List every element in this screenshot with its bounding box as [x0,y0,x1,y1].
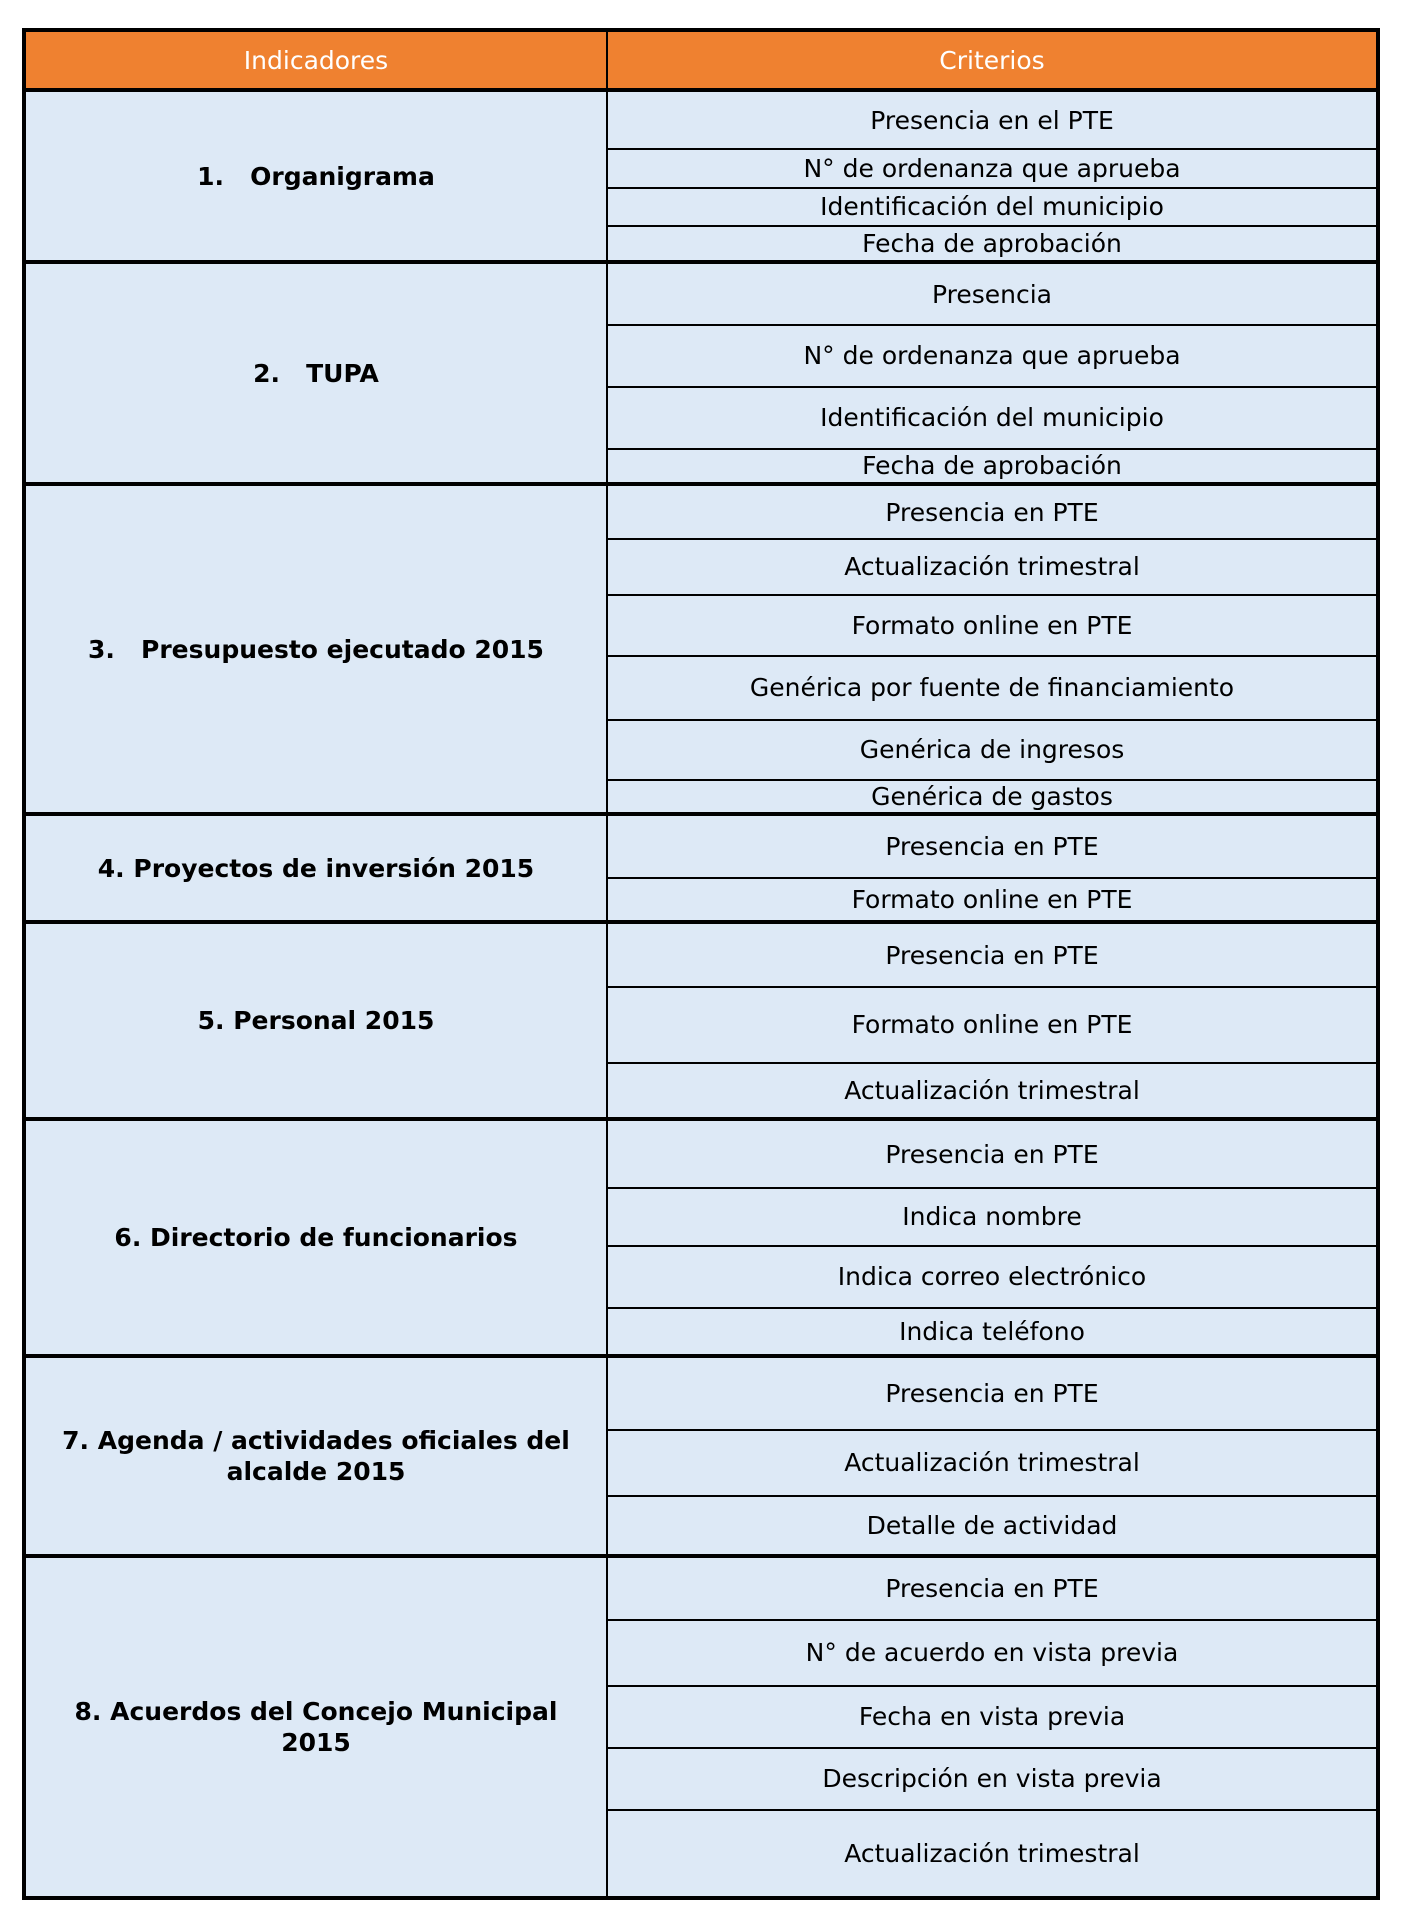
criteria-column [608,1358,1376,1554]
criteria-column [608,924,1376,1117]
criterion-cell: Identificación del municipio [608,188,1376,227]
criteria-column [608,1558,1376,1896]
criterion-cell: Genérica de ingresos [608,720,1376,781]
criterion-cell: Presencia en PTE [608,486,1376,540]
header-indicadores: Indicadores [26,32,608,88]
indicator-cell: 7. Agenda / actividades oficiales del alcalde 2015 [26,1358,608,1554]
criterion-cell: Actualización trimestral [608,539,1376,596]
indicator-group [26,816,1376,924]
criterion-cell: Actualización trimestral [608,1430,1376,1497]
indicator-group [26,264,1376,486]
criterion-cell: Genérica de gastos [871,781,1113,811]
criterion-cell: Presencia en PTE [608,1558,1376,1621]
criterion-cell: Fecha en vista previa [608,1686,1376,1749]
criterion-cell: N° de ordenanza que aprueba [608,149,1376,189]
indicator-cell: 1. Organigrama [26,92,608,260]
criterion-cell: Formato online en PTE [608,987,1376,1064]
criterion-cell: Actualización trimestral [844,1075,1140,1105]
criterion-cell: Identificación del municipio [608,387,1376,450]
criterion-cell: Formato online en PTE [608,595,1376,657]
criteria-column [608,486,1376,812]
criterion-cell: Formato online en PTE [851,884,1133,914]
criteria-column [608,264,1376,482]
criteria-table [22,28,1380,1900]
indicator-group [26,92,1376,264]
criterion-cell: Presencia en PTE [608,816,1376,879]
criterion-cell: N° de ordenanza que aprueba [608,325,1376,388]
header-criterios: Criterios [939,45,1045,75]
criterion-cell: Presencia [608,264,1376,326]
criterion-cell: Presencia en el PTE [608,92,1376,150]
criterion-cell: Presencia en PTE [608,1358,1376,1431]
criteria-column [608,92,1376,260]
indicator-group [26,1121,1376,1358]
criterion-cell: N° de acuerdo en vista previa [608,1620,1376,1687]
criterion-cell: Indica teléfono [899,1316,1085,1346]
indicator-cell: 2. TUPA [26,264,608,482]
criterion-cell: Fecha de aprobación [862,451,1122,480]
criterion-cell: Indica nombre [608,1188,1376,1247]
criteria-column [608,816,1376,920]
indicator-group [26,486,1376,816]
indicator-group [26,1358,1376,1558]
criteria-column [608,1121,1376,1354]
criterion-cell: Descripción en vista previa [608,1748,1376,1811]
indicator-group [26,924,1376,1121]
criterion-cell: Fecha de aprobación [862,228,1122,258]
criterion-cell: Presencia en PTE [608,1121,1376,1189]
criterion-cell: Detalle de actividad [866,1510,1118,1540]
criterion-cell: Actualización trimestral [844,1838,1140,1868]
table-header-row [26,32,1376,92]
criterion-cell: Genérica por fuente de financiamiento [608,656,1376,721]
indicator-cell: 3. Presupuesto ejecutado 2015 [26,486,608,812]
indicator-group [26,1558,1376,1896]
criterion-cell: Indica correo electrónico [608,1246,1376,1309]
indicator-cell: 8. Acuerdos del Concejo Municipal 2015 [26,1558,608,1896]
indicator-cell: 4. Proyectos de inversión 2015 [26,816,608,920]
indicator-cell: 5. Personal 2015 [26,924,608,1117]
criterion-cell: Presencia en PTE [608,924,1376,988]
indicator-cell: 6. Directorio de funcionarios [26,1121,608,1354]
